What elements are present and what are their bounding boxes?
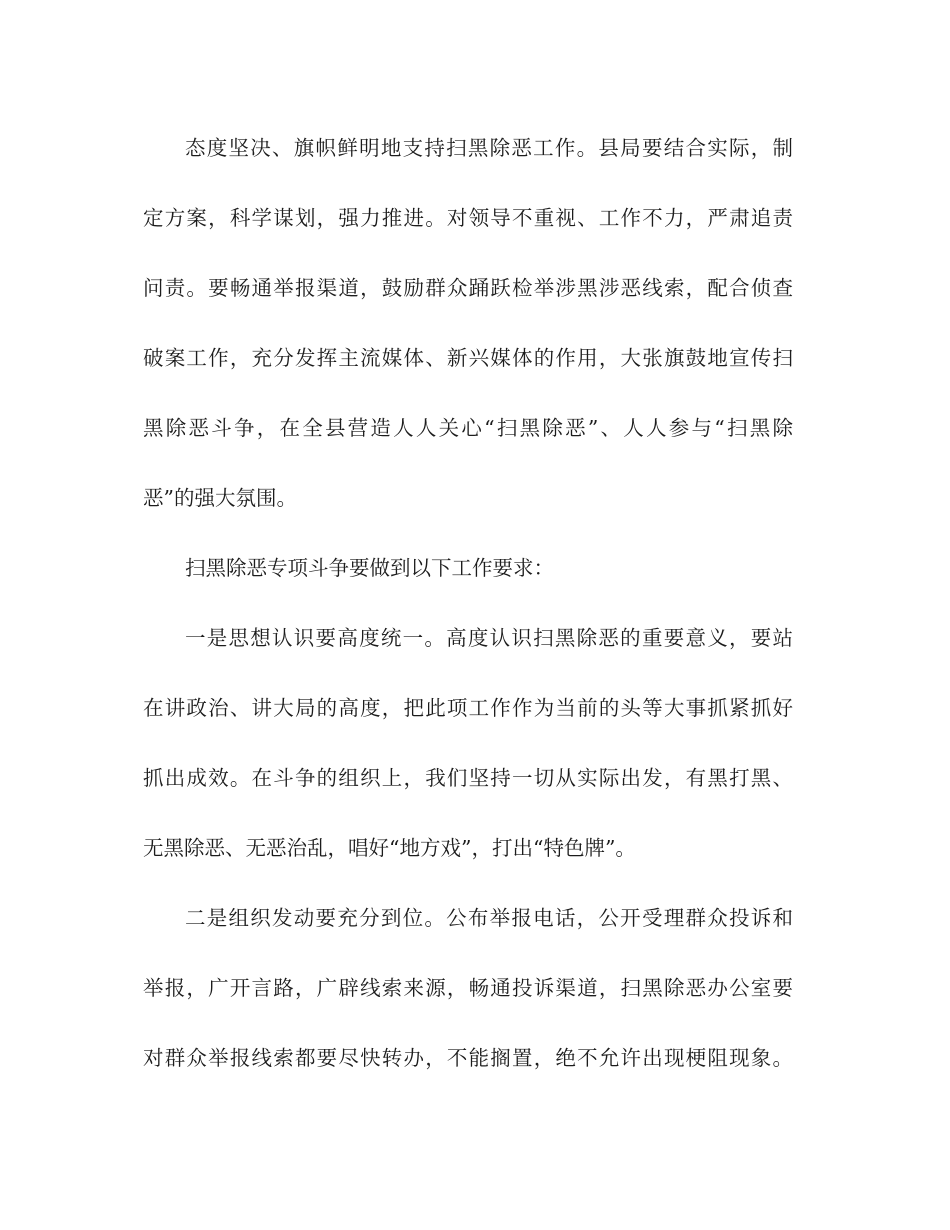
text-line: 恶”的强大氛围。: [143, 486, 297, 510]
text-line: 破案工作，充分发挥主流媒体、新兴媒体的作用，大张旗鼓地宣传扫: [143, 346, 793, 370]
text-line: 黑除恶斗争，在全县营造人人关心“扫黑除恶”、人人参与“扫黑除: [143, 416, 793, 440]
text-line: 定方案，科学谋划，强力推进。对领导不重视、工作不力，严肃追责: [143, 206, 793, 230]
text-line: 态度坚决、旗帜鲜明地支持扫黑除恶工作。县局要结合实际，制: [185, 136, 793, 160]
text-line: 二是组织发动要充分到位。公布举报电话，公开受理群众投诉和: [185, 906, 793, 930]
text-line: 无黑除恶、无恶治乱，唱好“地方戏”，打出“特色牌”。: [143, 836, 636, 860]
text-line: 抓出成效。在斗争的组织上，我们坚持一切从实际出发，有黑打黑、: [143, 766, 793, 790]
text-line: 在讲政治、讲大局的高度，把此项工作作为当前的头等大事抓紧抓好: [143, 696, 793, 720]
text-line: 问责。要畅通举报渠道，鼓励群众踊跃检举涉黑涉恶线索，配合侦查: [143, 276, 793, 300]
text-line: 举报，广开言路，广辟线索来源，畅通投诉渠道，扫黑除恶办公室要: [143, 976, 793, 1000]
text-line: 扫黑除恶专项斗争要做到以下工作要求：: [185, 556, 554, 580]
text-line: 对群众举报线索都要尽快转办，不能搁置，绝不允许出现梗阻现象。: [143, 1046, 793, 1070]
text-line: 一是思想认识要高度统一。高度认识扫黑除恶的重要意义，要站: [185, 626, 793, 650]
